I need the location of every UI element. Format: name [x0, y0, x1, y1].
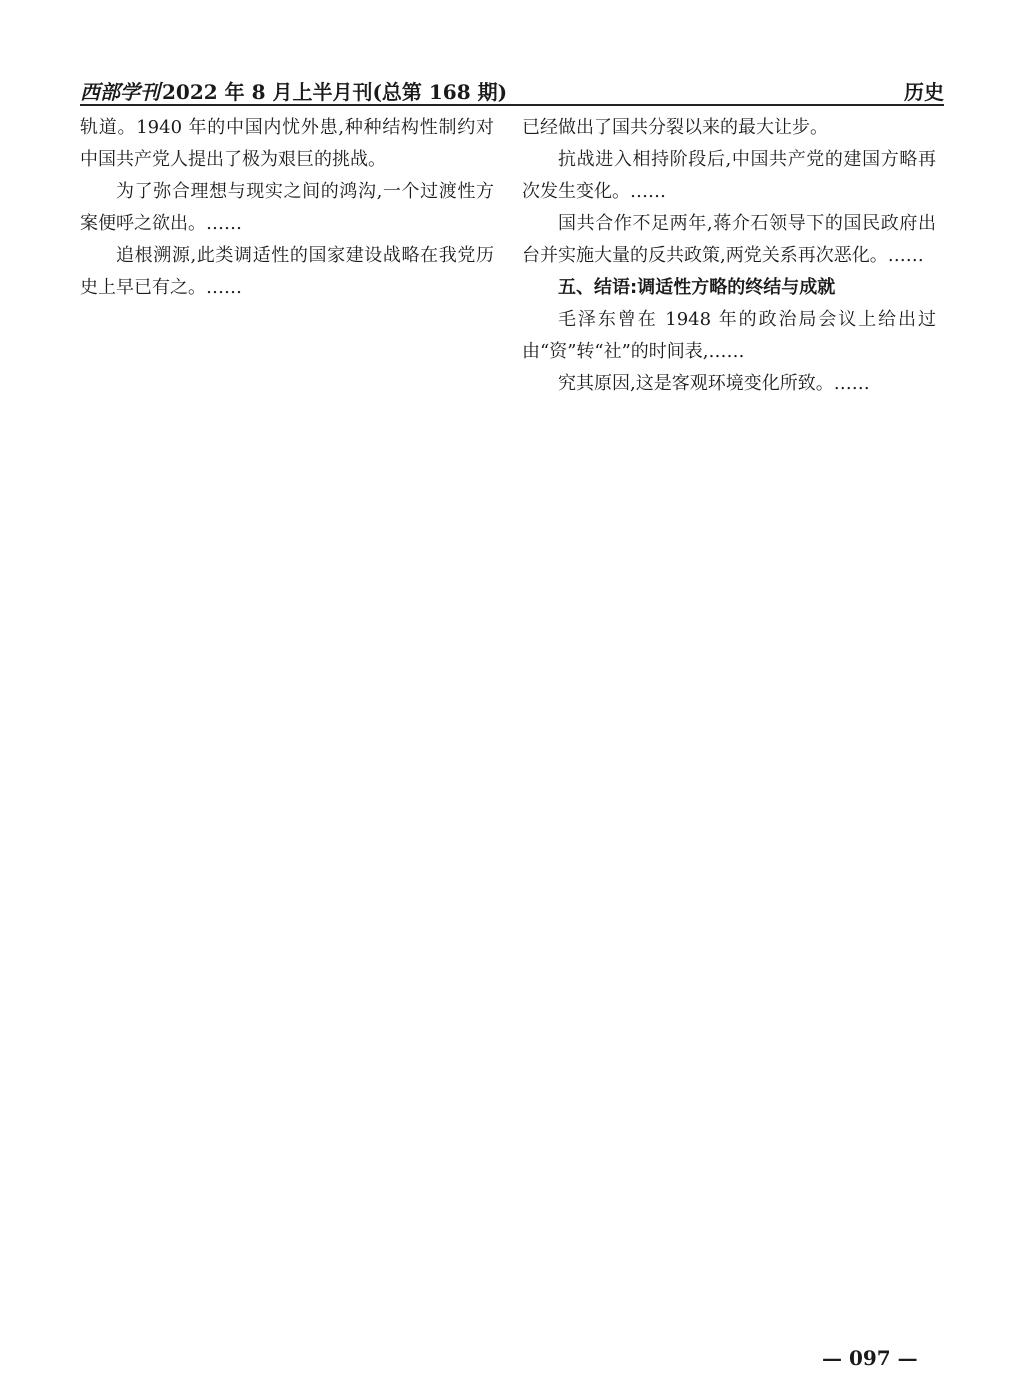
- paragraph-continued: 轨道。1940 年的中国内忧外患,种种结构性制约对中国共产党人提出了极为艰巨的挑战。: [80, 117, 494, 170]
- right-column: [522, 112, 936, 1332]
- header-rule: [80, 104, 944, 106]
- paragraph: 追根溯源,此类调适性的国家建设战略在我党历史上早已有之。……: [80, 245, 494, 298]
- issue-info: 2022 年 8 月上半月刊(总第 168 期): [162, 80, 508, 104]
- running-header: [80, 72, 944, 102]
- journal-name: 西部学刊: [80, 80, 160, 104]
- paragraph: 究其原因,这是客观环境变化所致。……: [558, 373, 870, 394]
- page-number: — 097 —: [822, 1346, 918, 1370]
- paragraph-continued: 已经做出了国共分裂以来的最大让步。: [522, 117, 828, 138]
- paragraph: 为了弥合理想与现实之间的鸿沟,一个过渡性方案便呼之欲出。……: [80, 181, 494, 234]
- header-journal-issue: [80, 76, 507, 105]
- left-column: [80, 112, 494, 1332]
- paragraph: 毛泽东曾在 1948 年的政治局会议上给出过由“资”转“社”的时间表,……: [522, 309, 936, 362]
- section-name: 历史: [904, 80, 944, 104]
- paragraph: 抗战进入相持阶段后,中国共产党的建国方略再次发生变化。……: [522, 149, 936, 202]
- section-heading: 五、结语:调适性方略的终结与成就: [558, 277, 836, 298]
- paragraph: 国共合作不足两年,蒋介石领导下的国民政府出台并实施大量的反共政策,两党关系再次恶化。……: [522, 213, 936, 266]
